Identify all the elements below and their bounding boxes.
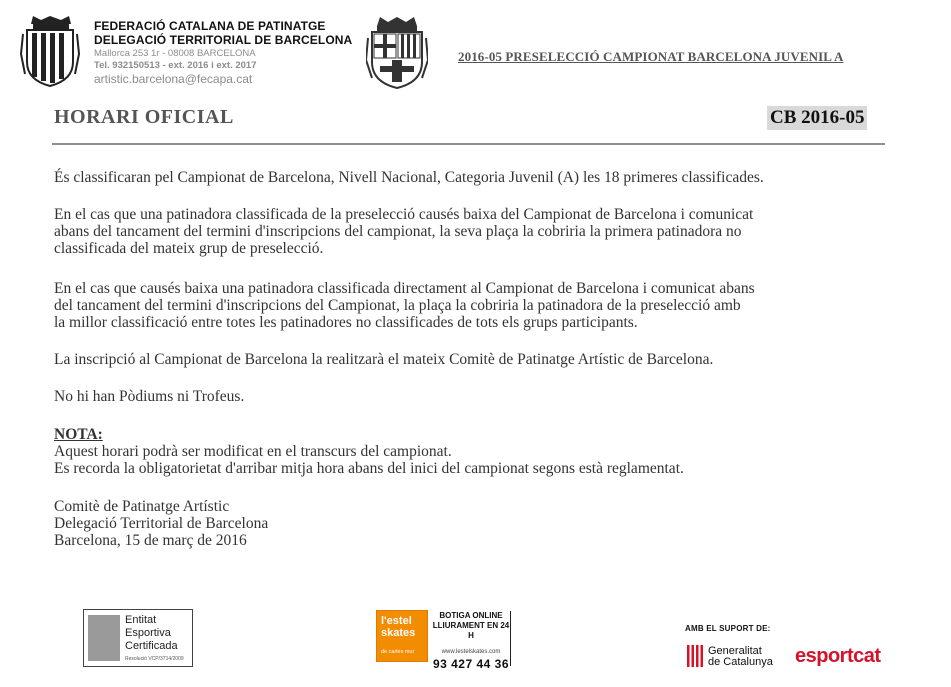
shop-delivery: LLIURAMENT EN 24 H <box>432 621 510 640</box>
paragraph-preselection-withdrawal <box>54 206 888 257</box>
federation-address: Mallorca 253 1r - 08008 BARCELONA <box>94 48 256 59</box>
shop-phone: 93 427 44 36 <box>432 657 510 671</box>
note-block <box>54 426 888 477</box>
federation-line-2: DELEGACIÓ TERRITORIAL DE BARCELONA <box>94 33 353 47</box>
estel-skates-logo <box>376 610 428 662</box>
federation-contact <box>94 48 257 71</box>
barcelona-crest-logo <box>366 16 428 90</box>
estel-name: l'estel <box>381 615 412 627</box>
paragraph-line: En el cas que causés baixa una patinadora classificada directament al Campionat de Barcelona i comunicat abans <box>54 280 755 297</box>
signature-date: Barcelona, 15 de març de 2016 <box>54 532 247 549</box>
quality-badge-icon <box>88 615 120 661</box>
paragraph-direct-withdrawal <box>54 280 888 331</box>
signature-committee: Comitè de Patinatge Artístic <box>54 498 230 515</box>
section-divider <box>52 143 885 145</box>
entitat-line: Esportiva <box>125 627 171 639</box>
generalitat-line: Generalitat <box>708 645 762 657</box>
generalitat-line: de Catalunya <box>708 656 773 668</box>
note-line: Aquest horari podrà ser modificat en el transcurs del campionat. <box>54 443 452 460</box>
entitat-line: Entitat <box>125 614 157 626</box>
signature-delegation: Delegació Territorial de Barcelona <box>54 515 269 532</box>
federation-phone: Tel. 932150513 - ext. 2016 i ext. 2017 <box>94 59 257 71</box>
paragraph-line: la millor classificació entre totes les patinadores no classificades de tots els grups participants. <box>54 314 638 331</box>
esportcat-logo: esportcat <box>795 645 881 667</box>
estel-owner: de carles mur <box>381 649 415 655</box>
section-title: HORARI OFICIAL <box>54 106 234 128</box>
paragraph-line: del tancament del termini d'inscripcions del Campionat, la plaça la cobriria la patinadora de la preselecció amb <box>54 297 741 314</box>
generalitat-flag-icon <box>686 645 704 667</box>
federation-crest-logo <box>19 14 81 88</box>
paragraph-line: En el cas que una patinadora classificada de la preselecció causés baixa del Campionat de Barcelona i comunicat <box>54 206 754 223</box>
paragraph-classification: És classificaran pel Campionat de Barcelona, Nivell Nacional, Categoria Juvenil (A) les 18 primeres classificades. <box>54 169 764 186</box>
estel-skates: skates <box>381 627 416 639</box>
note-title: NOTA: <box>54 426 103 443</box>
document-code-badge: CB 2016-05 <box>767 106 867 130</box>
note-line: Es recorda la obligatorietat d'arribar mitja hora abans del inici del campionat segons està reglamentat. <box>54 460 684 477</box>
paragraph-line: classificada del mateix grup de preselecció. <box>54 240 324 257</box>
shop-url: www.lestelskates.com <box>441 649 501 655</box>
paragraph-podiums: No hi han Pòdiums ni Trofeus. <box>54 388 245 405</box>
generalitat-logo-text <box>708 646 773 668</box>
certified-entity-text <box>125 614 178 653</box>
certified-entity-logo <box>83 609 193 667</box>
entitat-reference: Resolució VCP/3714/2009 <box>125 656 184 662</box>
federation-name <box>94 19 352 47</box>
paragraph-line: abans del tancament del termini d'inscripcions del campionat, la seva plaça la cobriria la primera patinadora no <box>54 223 742 240</box>
federation-line-1: FEDERACIÓ CATALANA DE PATINATGE <box>94 19 326 33</box>
signature-block <box>54 498 888 549</box>
federation-email[interactable]: artistic.barcelona@fecapa.cat <box>94 72 253 86</box>
estel-logo-text <box>381 615 415 639</box>
support-label: AMB EL SUPORT DE: <box>685 624 771 633</box>
online-shop-ad <box>432 611 511 671</box>
document-title: 2016-05 PRESELECCIÓ CAMPIONAT BARCELONA JUVENIL A <box>458 49 844 64</box>
entitat-line: Certificada <box>125 640 178 652</box>
paragraph-registration: La inscripció al Campionat de Barcelona la realitzarà el mateix Comitè de Patinatge Artístic de Barcelona. <box>54 351 714 368</box>
shop-title: BOTIGA ONLINE <box>439 611 503 620</box>
